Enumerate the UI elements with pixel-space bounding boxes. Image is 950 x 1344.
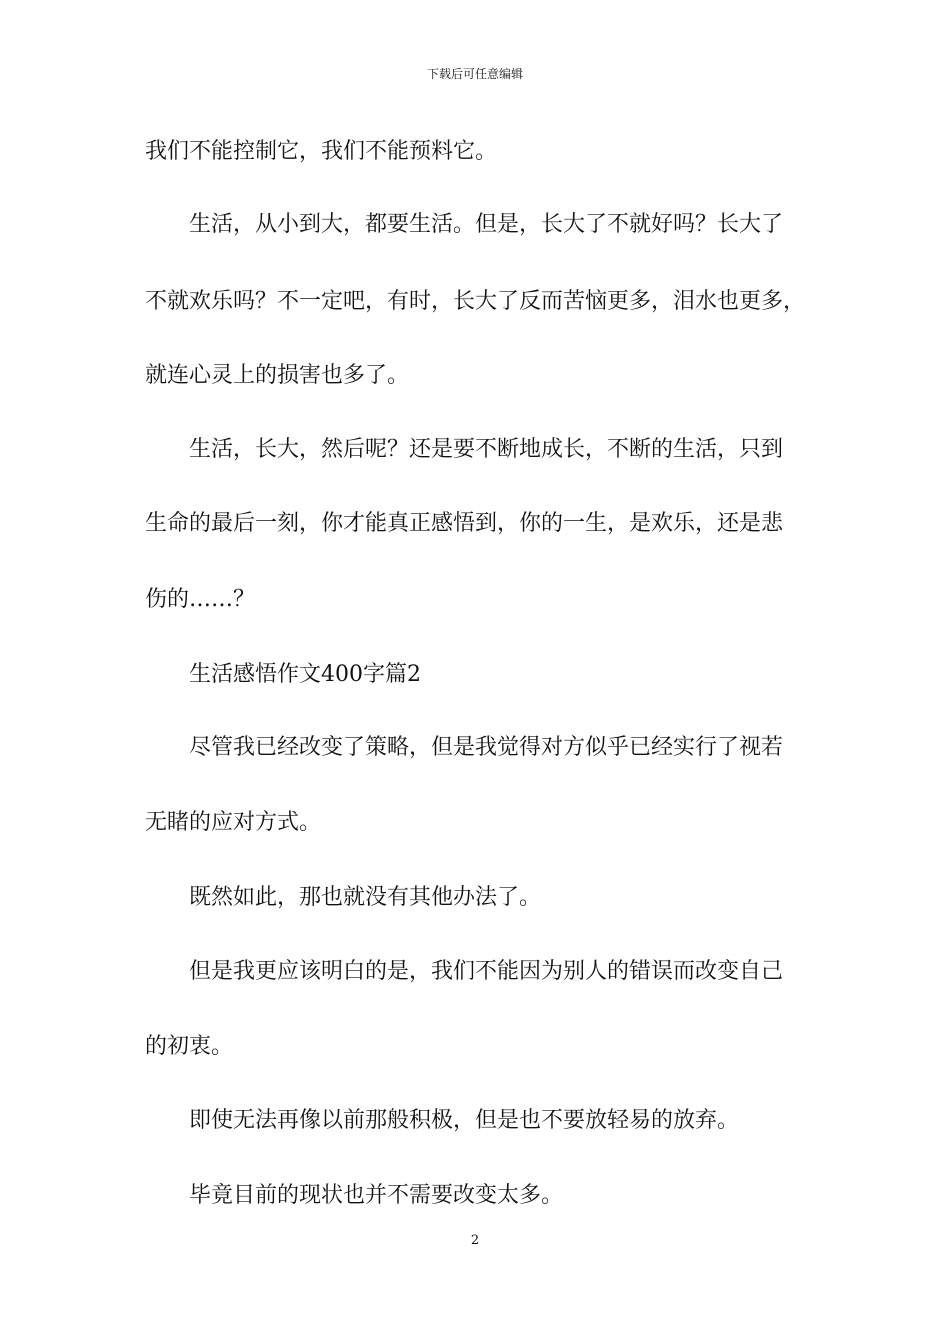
page-header: 下载后可任意编辑 xyxy=(426,67,523,81)
text-line: 不就欢乐吗？不一定吧，有时，长大了反而苦恼更多，泪水也更多， xyxy=(145,289,806,314)
text-line: 即使无法再像以前那般积极，但是也不要放轻易的放弃。 xyxy=(145,1108,740,1133)
text-line: 毕竟目前的现状也并不需要改变太多。 xyxy=(145,1183,564,1208)
text-line: 的初衷。 xyxy=(145,1034,234,1059)
text-line: 我们不能控制它，我们不能预料它。 xyxy=(145,139,498,164)
text-line: 但是我更应该明白的是，我们不能因为别人的错误而改变自己 xyxy=(145,959,784,984)
section-heading: 生活感悟作文400字篇2 xyxy=(145,662,421,687)
text-line: 生命的最后一刻，你才能真正感悟到，你的一生，是欢乐，还是悲 xyxy=(145,511,784,536)
text-line: 伤的……？ xyxy=(145,587,256,612)
text-line: 生活，长大，然后呢？还是要不断地成长，不断的生活，只到 xyxy=(145,437,784,462)
text-line: 就连心灵上的损害也多了。 xyxy=(145,363,410,388)
text-line: 生活，从小到大，都要生活。但是，长大了不就好吗？长大了 xyxy=(145,212,784,237)
text-line: 无睹的应对方式。 xyxy=(145,810,322,835)
page-number: 2 xyxy=(470,1233,480,1248)
text-line: 既然如此，那也就没有其他办法了。 xyxy=(145,885,542,910)
text-line: 尽管我已经改变了策略，但是我觉得对方似乎已经实行了视若 xyxy=(145,735,784,760)
